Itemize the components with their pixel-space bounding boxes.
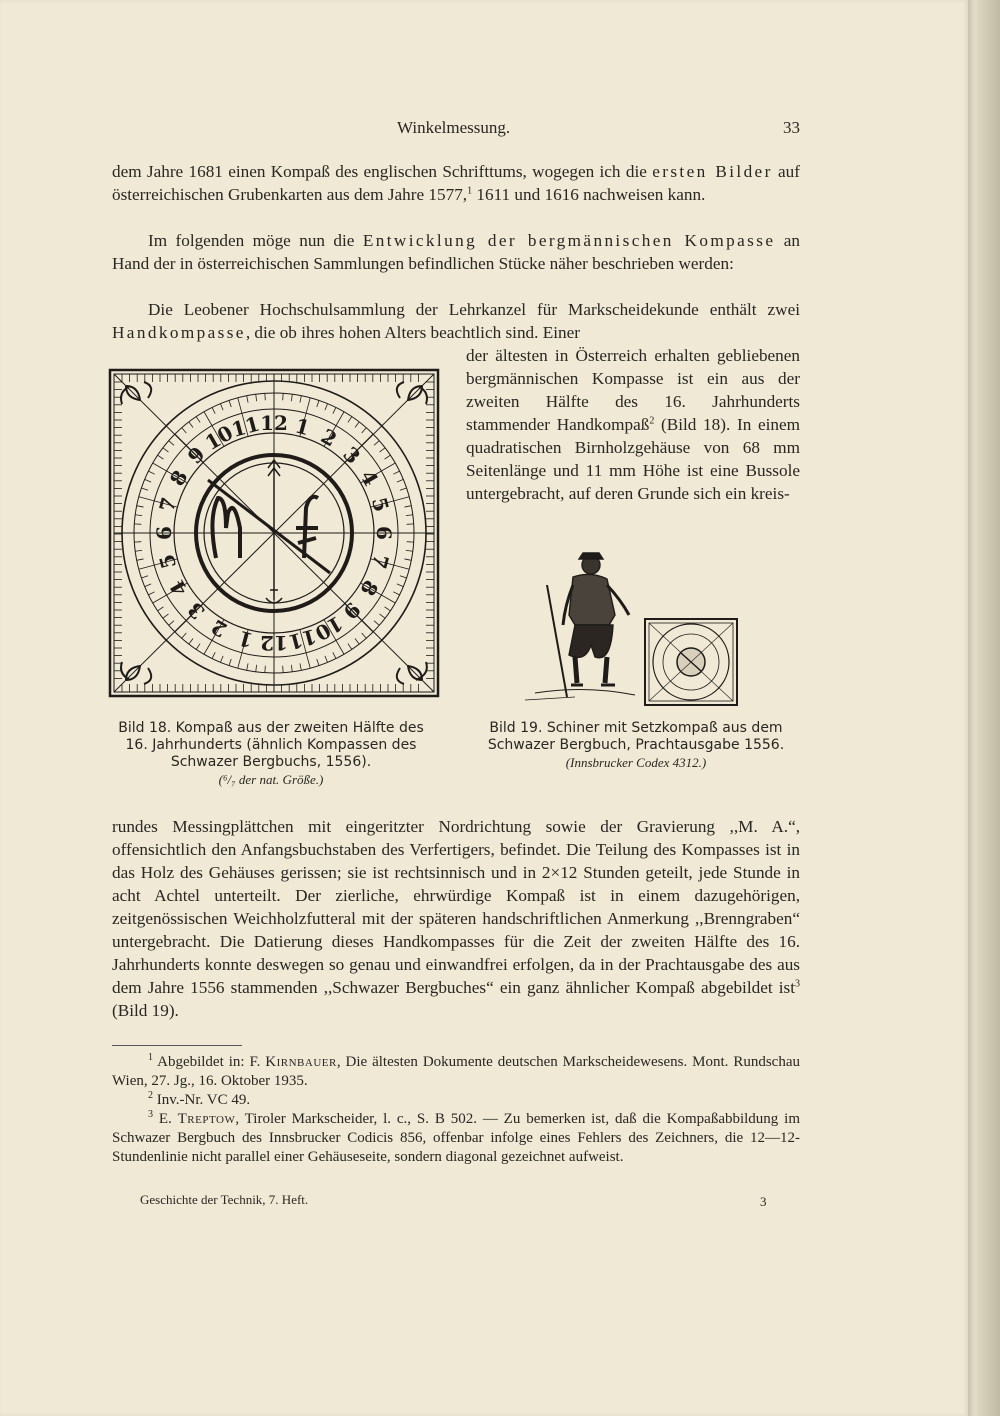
hour-numeral: 7 [154,494,182,515]
paragraph-4: rundes Messingplättchen mit eingeritzter Nordrichtung sowie der Gravierung ,,M. A.“, offensichtlich den Anfangsbuchstaben des Verfertigers, befindet. Die Teilung des Kompasses ist in das Holz des Gehäuses gerissen; sie ist rechtsinnisch und in 2×12 Stunden geteilt, jede Stunde in acht Achtel unterteilt. Der zierliche, ehrwürdige Kompaß ist in einem dazugehörigen, zeitgenössischen Weichholzfutteral mit der späteren handschriftlichen Anmerkung ,,Brenngraben“ untergebracht. Die Datierung dieses Handkompasses für die Zeit der zweiten Hälfte des 16. Jahrhunderts konnte deswegen so genau und einwandfrei erfolgen, da in der Prachtausgabe des aus dem Jahre 1556 stammenden ,,Schwazer Bergbuches“ ein ganz ähnlicher Kompaß abgebildet ist$^3$ (Bild 19). [112,817,800,1020]
paragraph-2: Im folgenden möge nun die Entwicklung der bergmännischen Kompasse an Hand der in österreichischen Sammlungen befindlichen Stücke näher beschrieben werden: [112,231,800,273]
hour-numeral: 1 [235,625,256,653]
page-edge [968,0,1000,1416]
figure-18-scale: (⁶/₇ der nat. Größe.) [218,772,324,787]
paragraph-3b: der ältesten in Österreich erhalten gebliebenen bergmännischen Kompasse ist ein aus der zweiten Hälfte des 16. Jahrhunderts stammender Handkompaß$^2$ (Bild 18). In einem quadratischen Birnholzgehäuse von 68 mm Seitenlänge und 11 mm Höhe ist eine Bussole untergebracht, auf deren Grunde sich ein kreis- [466,346,800,503]
hour-numeral: 5 [366,494,394,515]
hour-numeral: 11 [228,411,263,442]
hour-numeral: 9 [338,597,366,625]
hour-numeral: 2 [206,614,232,643]
figure-19-miner [525,545,745,715]
hour-numeral: 12 [260,631,288,655]
running-title: Winkelmessung. [397,118,511,137]
figure-18-compass [108,368,440,698]
figure-19-caption: Bild 19. Schiner mit Setzkompaß aus dem Schwazer Bergbuch, Prachtausgabe 1556. (Innsbrucker Codex 4312.) [466,720,806,771]
hour-numeral: 6 [372,526,396,540]
paragraph-1: dem Jahre 1681 einen Kompaß des englischen Schrifttums, wogegen ich die ersten Bilder auf österreichischen Grubenkarten aus dem Jahre 1577,$^1$ 1611 und 1616 nachweisen kann. [112,162,800,204]
figure-19-source: (Innsbrucker Codex 4312.) [565,755,707,770]
hour-numeral: 4 [164,575,193,601]
footnote-rule [112,1045,242,1046]
hour-numeral: 10 [200,420,238,456]
hour-numeral: 3 [182,597,210,625]
hour-numeral: 5 [154,551,182,572]
hour-numeral: 12 [260,411,288,435]
hour-numeral: 11 [285,624,320,655]
hour-numeral: 8 [355,575,384,601]
hour-numeral: 1 [292,413,313,441]
hour-numeral: 3 [338,441,366,469]
hour-numeral: 4 [355,465,384,491]
footer-signature: 3 [760,1194,767,1209]
miner-drawing [525,545,745,715]
hour-numeral: 9 [182,441,210,469]
hour-numeral: 8 [164,465,193,491]
running-header [112,118,800,142]
page-number: 33 [783,118,800,137]
compass-drawing [108,368,440,698]
footnote-2: $^2$ Inv.-Nr. VC 49. [148,1090,251,1108]
hour-numeral: 10 [310,610,348,646]
hour-numeral: 7 [366,551,394,572]
hour-numeral: 2 [316,423,342,452]
footnote-1: $^1$ Abgebildet in: F. Kirnbauer, Die ältesten Dokumente deutschen Markscheidewesens. Mont. Rundschau Wien, 27. Jg., 16. Oktober 1935. [112,1052,800,1089]
figure-18-caption: Bild 18. Kompaß aus der zweiten Hälfte des 16. Jahrhunderts (ähnlich Kompassen des Schwazer Bergbuchs, 1556). (⁶/₇ der nat. Größe.) [108,720,434,788]
hour-numeral: 6 [152,526,176,540]
footer-journal: Geschichte der Technik, 7. Heft. [140,1192,309,1207]
footnote-3: $^3$ E. Treptow, Tiroler Markscheider, l. c., S. B 502. — Zu bemerken ist, daß die Kompaßabbildung im Schwazer Bergbuch des Innsbrucker Codicis 856, offenbar infolge eines Fehlers des Zeichners, die 12—12-Stundenlinie nicht parallel einer Gehäuseseite, sondern diagonal gezeichnet aufweist. [112,1109,800,1165]
paragraph-3a: Die Leobener Hochschulsammlung der Lehrkanzel für Markscheidekunde enthält zwei Handkompasse, die ob ihres hohen Alters beachtlich sind. Einer [112,300,800,342]
